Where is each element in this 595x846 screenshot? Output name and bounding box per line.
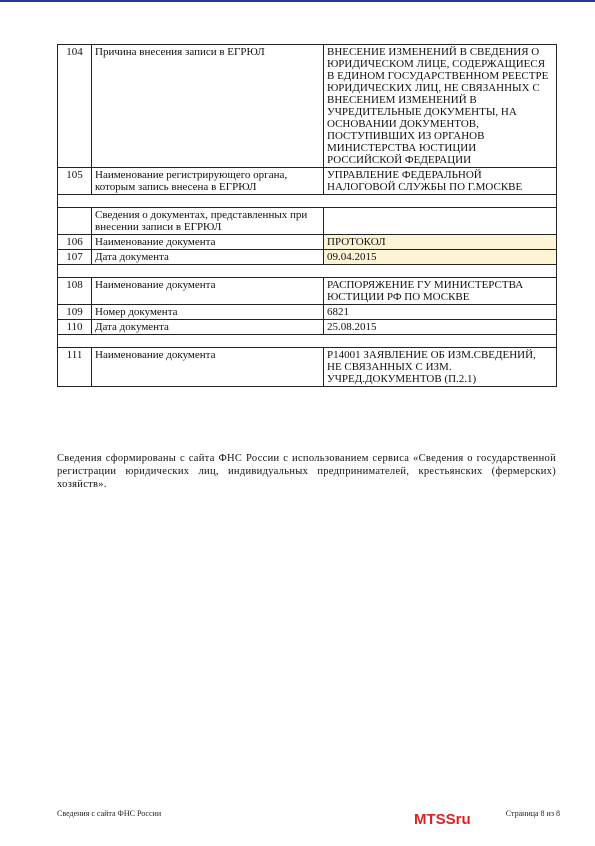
row-value: ПРОТОКОЛ — [324, 235, 557, 250]
table-row — [58, 168, 557, 195]
table-row — [58, 320, 557, 335]
table-row — [58, 305, 557, 320]
row-label: Причина внесения записи в ЕГРЮЛ — [92, 45, 324, 168]
row-label: Наименование документа — [92, 235, 324, 250]
row-number: 104 — [58, 45, 92, 168]
row-label: Наименование регистрирующего органа, которым запись внесена в ЕГРЮЛ — [92, 168, 324, 195]
row-number: 110 — [58, 320, 92, 335]
row-label: Наименование документа — [92, 348, 324, 387]
row-number: 105 — [58, 168, 92, 195]
row-number: 106 — [58, 235, 92, 250]
row-label: Дата документа — [92, 250, 324, 265]
table-row — [58, 235, 557, 250]
row-number: 109 — [58, 305, 92, 320]
spacer-row — [58, 195, 557, 208]
page-number: Страница 8 из 8 — [505, 809, 560, 818]
egrul-extract — [57, 44, 556, 387]
spacer-row — [58, 265, 557, 278]
watermark-logo: MTSSru — [414, 811, 471, 828]
row-number: 107 — [58, 250, 92, 265]
row-label: Номер документа — [92, 305, 324, 320]
row-value: ВНЕСЕНИЕ ИЗМЕНЕНИЙ В СВЕДЕНИЯ О ЮРИДИЧЕСКОМ ЛИЦЕ, СОДЕРЖАЩИЕСЯ В ЕДИНОМ ГОСУДАРСТВЕННОМ РЕЕСТРЕ ЮРИДИЧЕСКИХ ЛИЦ, НЕ СВЯЗАННЫХ С ВНЕСЕНИЕМ ИЗМЕНЕНИЙ В УЧРЕДИТЕЛЬНЫЕ ДОКУМЕНТЫ, НА ОСНОВАНИИ ДОКУМЕНТОВ, ПОСТУПИВШИХ ИЗ ОРГАНОВ МИНИСТЕРСТВА ЮСТИЦИИ РОССИЙСКОЙ ФЕДЕРАЦИИ — [324, 45, 557, 168]
egrul-table — [57, 44, 557, 387]
row-number: 111 — [58, 348, 92, 387]
row-label: Наименование документа — [92, 278, 324, 305]
source-footnote: Сведения сформированы с сайта ФНС России с использованием сервиса «Сведения о государственной регистрации юридических лиц, индивидуальных предпринимателей, крестьянских (фермерских) хозяйств». — [57, 453, 556, 490]
top-rule — [0, 0, 595, 2]
row-value: РАСПОРЯЖЕНИЕ ГУ МИНИСТЕРСТВА ЮСТИЦИИ РФ ПО МОСКВЕ — [324, 278, 557, 305]
spacer-row — [58, 335, 557, 348]
row-value: 25.08.2015 — [324, 320, 557, 335]
section-header: Сведения о документах, представленных при внесении записи в ЕГРЮЛ — [92, 208, 324, 235]
section-header-row — [58, 208, 557, 235]
table-row — [58, 278, 557, 305]
footer-source: Сведения с сайта ФНС России — [57, 809, 162, 818]
row-number: 108 — [58, 278, 92, 305]
table-row — [58, 250, 557, 265]
row-value: Р14001 ЗАЯВЛЕНИЕ ОБ ИЗМ.СВЕДЕНИЙ, НЕ СВЯЗАННЫХ С ИЗМ. УЧРЕД.ДОКУМЕНТОВ (П.2.1) — [324, 348, 557, 387]
row-label: Дата документа — [92, 320, 324, 335]
row-value: 09.04.2015 — [324, 250, 557, 265]
row-value: 6821 — [324, 305, 557, 320]
table-row — [58, 348, 557, 387]
row-value: УПРАВЛЕНИЕ ФЕДЕРАЛЬНОЙ НАЛОГОВОЙ СЛУЖБЫ ПО Г.МОСКВЕ — [324, 168, 557, 195]
table-row — [58, 45, 557, 168]
